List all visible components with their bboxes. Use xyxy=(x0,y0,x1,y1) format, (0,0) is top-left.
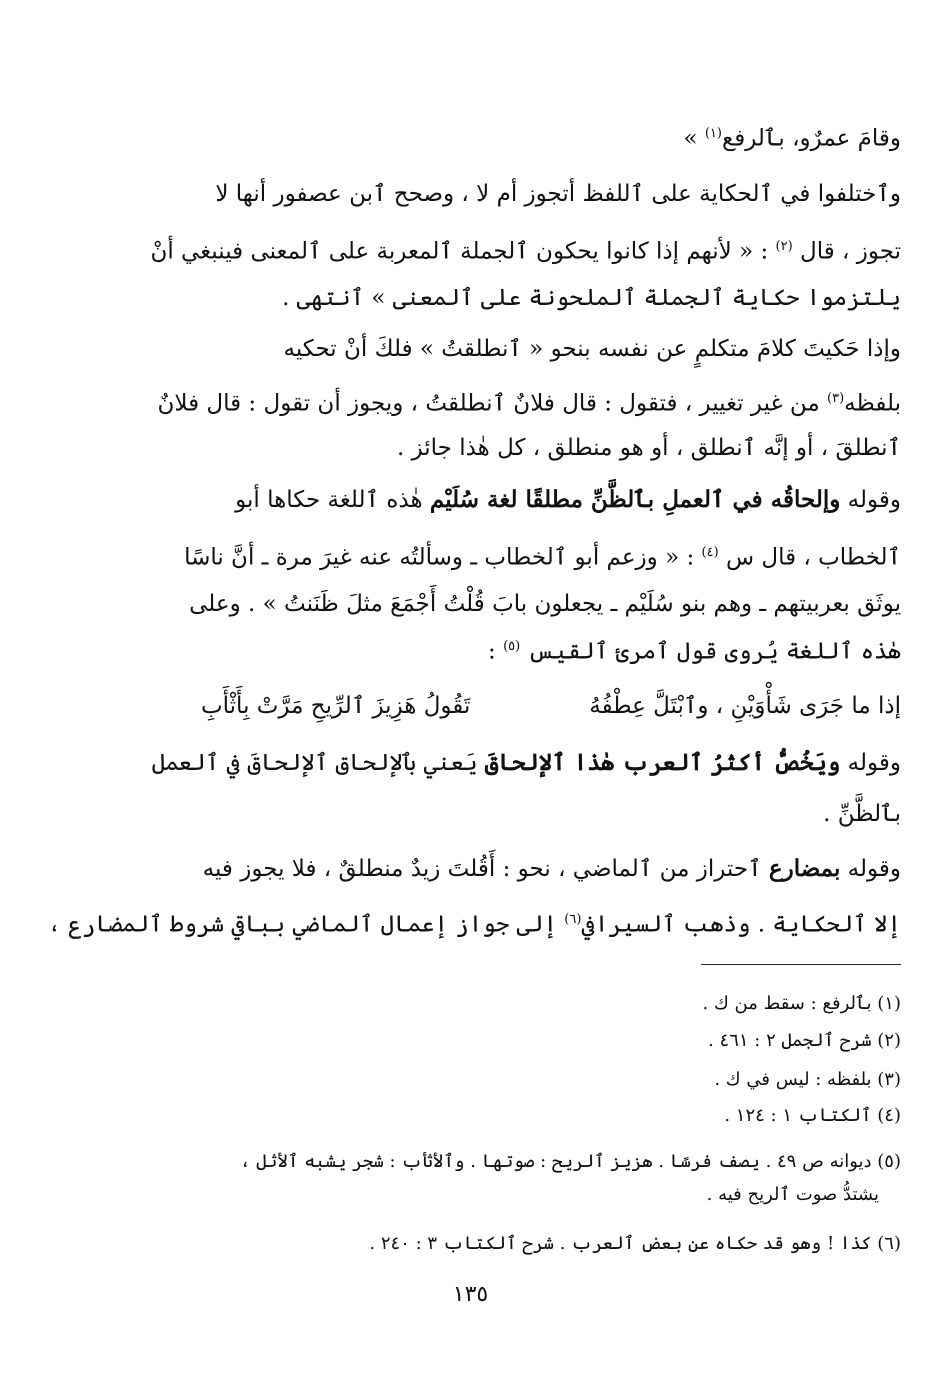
text-segment: وقامَ عمرٌو، بٱلرفع xyxy=(721,125,901,152)
text-segment: وقوله xyxy=(840,856,901,882)
footnote-marker: (٦) xyxy=(564,912,582,927)
footnote-marker: (٥) xyxy=(503,639,521,654)
text-line xyxy=(151,745,901,781)
text-line: وٱختلفوا في ٱلحكاية على ٱللفظ أتجوز أم لا ، وصحح ٱبن عصفور أنها لا xyxy=(215,181,901,207)
text-segment: إلا ٱلحكاية . وذهب ٱلسيرافي xyxy=(581,911,901,938)
text-segment: تجوز ، قال xyxy=(792,238,901,265)
quoted-matn: وإلحاقُه في ٱلعملِ بٱلظَّنِّ مطلقًا لغة سُلَيْم xyxy=(429,486,841,513)
text-line xyxy=(184,535,901,576)
text-line xyxy=(201,629,901,670)
text-segment: من غير تغيير ، فتقول : قال فلانٌ ٱنطلقتُ ، ويجوز أن تقول : قال فلانٌ xyxy=(157,390,827,417)
footnote-marker: (٣) xyxy=(827,391,845,406)
text-segment: هٰذه ٱللغة يُروى قول ٱمرئ ٱلقيس xyxy=(520,638,901,665)
footnote: (٥) ديوانه ص ٤٩ . يصف فرسًا . هزيز ٱلريح : صوتها . وٱلأثأب : شجر يشبه ٱلأثل ، xyxy=(240,1151,901,1172)
poetry-verse xyxy=(201,686,901,726)
footnote-continuation: يشتدُّ صوت ٱلريح فيه . xyxy=(706,1184,879,1205)
text-segment: : « لأنهم إذا كانوا يحكون ٱلجملة ٱلمعربة على ٱلمعنى فينبغي أنْ xyxy=(150,238,776,265)
verse-first-hemistich: إذا ما جَرَى شَأْوَيْنِ ، وٱبْتَلَّ عِطْفُهُ xyxy=(589,693,901,719)
text-segment: هٰذه ٱللغة حكاها أبو xyxy=(235,487,430,513)
footnote: (٢) شرح ٱلجمل ٢ : ٤٦١ . xyxy=(708,1030,901,1051)
text-segment: ٱحتراز من ٱلماضي ، نحو : أَقُلتَ زيدٌ منطلقٌ ، فلا يجوز فيه xyxy=(202,856,769,882)
quoted-matn: ويَخُصُّ أكثرُ ٱلعرب هٰذا ٱلإلحاقَ xyxy=(484,749,841,776)
footnote-marker: (٢) xyxy=(775,239,793,254)
text-segment: » xyxy=(683,125,705,152)
text-line: ٱنطلقَ ، أو إنَّه ٱنطلق ، أو هو منطلق ، كل هٰذا جائز . xyxy=(396,435,901,461)
text-segment: : xyxy=(488,638,504,665)
verse-second-hemistich: تَقُولُ هَزِيزَ ٱلرِّيحِ مَرَّتْ بِأَثْأَبِ xyxy=(201,693,471,719)
text-line: يوثَق بعربيتهم ـ وهم بنو سُلَيْم ـ يجعلون بابَ قُلْتُ أَجْمَعَ مثلَ ظَنَنتُ » . وعلى xyxy=(189,591,901,617)
footnote: (١) بٱلرفع : سقط من ك . xyxy=(702,993,901,1014)
text-segment: إلى جواز إعمال ٱلماضي بباقي شروط ٱلمضارع ، xyxy=(47,911,565,938)
footnote: (٤) ٱلكتاب ١ : ١٢٤ . xyxy=(724,1105,901,1126)
text-line xyxy=(201,116,901,157)
text-line: يلتزموا حكاية ٱلجملة ٱلملحونة على ٱلمعنى » ٱنتهى . xyxy=(282,285,901,311)
footnote: (٣) بلفظه : ليس في ك . xyxy=(714,1069,901,1090)
text-line: وإذا حَكيتَ كلامَ متكلمٍ عن نفسه بنحو « ٱنطلقتُ » فلكَ أنْ تحكيه xyxy=(283,336,901,362)
footnote-marker: (١) xyxy=(704,126,722,141)
footnote-marker: (٤) xyxy=(701,545,719,560)
text-line xyxy=(201,482,901,518)
text-line xyxy=(157,381,901,422)
page-number: ١٣٥ xyxy=(452,1282,489,1307)
text-segment: : « وزعم أبو ٱلخطاب ـ وسألتُه عنه غيرَ مرة ـ أنَّ ناسًا xyxy=(184,544,702,571)
text-line xyxy=(47,902,901,943)
text-line: بٱلظَّنِّ . xyxy=(823,801,901,827)
text-segment: وقوله xyxy=(840,487,901,513)
text-line xyxy=(201,851,901,887)
text-segment: بلفظه xyxy=(844,390,901,417)
text-segment: وقوله xyxy=(840,750,901,776)
footnote: (٦) كذا ! وهو قد حكاه عن بعض ٱلعرب . شرح ٱلكتاب ٣ : ٢٤٠ . xyxy=(369,1233,901,1254)
text-line xyxy=(150,229,901,270)
footnote-separator xyxy=(701,964,901,965)
text-segment: يَعني بٱلإلحاق ٱلإلحاقَ في ٱلعمل xyxy=(151,750,485,776)
quoted-matn: بمضارع xyxy=(768,855,841,882)
text-segment: ٱلخطاب ، قال س xyxy=(718,544,901,571)
